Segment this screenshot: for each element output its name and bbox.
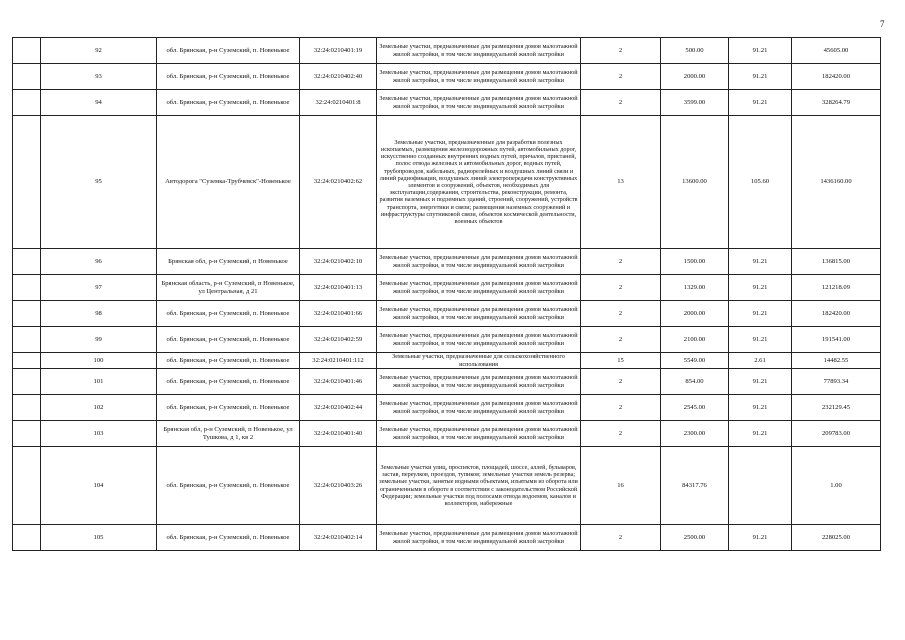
- table-row: [13, 38, 881, 64]
- address-cell: обл. Брянская, р-н Суземский, п. Новенькое: [157, 64, 300, 90]
- land-use-cell: Земельные участки улиц, проспектов, площадей, шоссе, аллей, бульваров, застав, переулков, проездов, тупиков; земельные участки земель резерва; земельные участки, занятые водными объектами, изъятыми из оборота или ограниченными в обороте в соответствии с законодательством Российской Федерации; земельные участки под полосами отвода водоемов, каналов и коллекторов, набережные: [377, 447, 581, 525]
- land-use-cell: Земельные участки, предназначенные для размещения домов малоэтажной жилой застройки, в том числе индивидуальной жилой застройки: [377, 249, 581, 275]
- cadastral-value-cell: 191541.00: [792, 327, 881, 353]
- row-number-cell: 97: [41, 275, 157, 301]
- zone-number-cell: 2: [581, 525, 661, 551]
- row-number-cell: 105: [41, 525, 157, 551]
- table-row: [13, 421, 881, 447]
- land-use-cell: Земельные участки, предназначенные для размещения домов малоэтажной жилой застройки, в том числе индивидуальной жилой застройки: [377, 421, 581, 447]
- cadastral-value-cell: 1436160.00: [792, 116, 881, 249]
- cadastral-value-cell: 182420.00: [792, 301, 881, 327]
- table-row: [13, 116, 881, 249]
- cadastral-value-cell: 328264.79: [792, 90, 881, 116]
- row-number-cell: 95: [41, 116, 157, 249]
- rate-cell: 105.60: [729, 116, 792, 249]
- blank-cell: [13, 525, 41, 551]
- rate-cell: 91.21: [729, 525, 792, 551]
- land-use-cell: Земельные участки, предназначенные для размещения домов малоэтажной жилой застройки, в том числе индивидуальной жилой застройки: [377, 327, 581, 353]
- blank-cell: [13, 327, 41, 353]
- cadastral-value-cell: 209783.00: [792, 421, 881, 447]
- rate-cell: 91.21: [729, 275, 792, 301]
- area-cell: 13600.00: [661, 116, 729, 249]
- zone-number-cell: 2: [581, 275, 661, 301]
- rate-cell: 91.21: [729, 421, 792, 447]
- rate-cell: 91.21: [729, 90, 792, 116]
- area-cell: 1329.00: [661, 275, 729, 301]
- address-cell: обл. Брянская, р-н Суземский, п. Новенькое: [157, 353, 300, 369]
- cadastral-number-cell: 32:24:0210401:46: [300, 369, 377, 395]
- address-cell: Брянская обл, р-н Суземский, п Новенькое, ул Тушкова, д 1, кв 2: [157, 421, 300, 447]
- address-cell: обл. Брянская, р-н Суземский, п. Новенькое: [157, 395, 300, 421]
- zone-number-cell: 2: [581, 90, 661, 116]
- area-cell: 1500.00: [661, 249, 729, 275]
- address-cell: обл. Брянская, р-н Суземский, п. Новенькое: [157, 447, 300, 525]
- zone-number-cell: 2: [581, 301, 661, 327]
- address-cell: Автодорога "Суземка-Трубчевск"-Новенькое: [157, 116, 300, 249]
- cadastral-number-cell: 32:24:0210401:13: [300, 275, 377, 301]
- zone-number-cell: 15: [581, 353, 661, 369]
- row-number-cell: 104: [41, 447, 157, 525]
- cadastral-number-cell: 32:24:0210402:62: [300, 116, 377, 249]
- land-use-cell: Земельные участки, предназначенные для сельскохозяйственного использования: [377, 353, 581, 369]
- blank-cell: [13, 369, 41, 395]
- cadastral-value-cell: 14482.55: [792, 353, 881, 369]
- table-row: [13, 369, 881, 395]
- table-row: [13, 525, 881, 551]
- land-use-cell: Земельные участки, предназначенные для размещения домов малоэтажной жилой застройки, в том числе индивидуальной жилой застройки: [377, 301, 581, 327]
- blank-cell: [13, 301, 41, 327]
- cadastral-value-cell: 228025.00: [792, 525, 881, 551]
- blank-cell: [13, 90, 41, 116]
- row-number-cell: 99: [41, 327, 157, 353]
- cadastral-value-cell: 45605.00: [792, 38, 881, 64]
- row-number-cell: 98: [41, 301, 157, 327]
- row-number-cell: 94: [41, 90, 157, 116]
- row-number-cell: 92: [41, 38, 157, 64]
- table-row: [13, 353, 881, 369]
- land-use-cell: Земельные участки, предназначенные для размещения домов малоэтажной жилой застройки, в том числе индивидуальной жилой застройки: [377, 38, 581, 64]
- blank-cell: [13, 421, 41, 447]
- table-row: [13, 249, 881, 275]
- address-cell: обл. Брянская, р-н Суземский, п. Новенькое: [157, 90, 300, 116]
- table-row: [13, 447, 881, 525]
- blank-cell: [13, 395, 41, 421]
- rate-cell: [729, 447, 792, 525]
- area-cell: 5549.00: [661, 353, 729, 369]
- row-number-cell: 96: [41, 249, 157, 275]
- cadastral-value-cell: 77893.34: [792, 369, 881, 395]
- address-cell: обл. Брянская, р-н Суземский, п. Новенькое: [157, 327, 300, 353]
- zone-number-cell: 2: [581, 249, 661, 275]
- blank-cell: [13, 38, 41, 64]
- table-row: [13, 64, 881, 90]
- cadastral-number-cell: 32:24:0210402:14: [300, 525, 377, 551]
- rate-cell: 91.21: [729, 327, 792, 353]
- cadastral-value-cell: 232129.45: [792, 395, 881, 421]
- area-cell: 500.00: [661, 38, 729, 64]
- blank-cell: [13, 447, 41, 525]
- cadastral-number-cell: 32:24:0210401:112: [300, 353, 377, 369]
- cadastral-number-cell: 32:24:0210402:10: [300, 249, 377, 275]
- zone-number-cell: 16: [581, 447, 661, 525]
- land-use-cell: Земельные участки, предназначенные для размещения домов малоэтажной жилой застройки, в том числе индивидуальной жилой застройки: [377, 90, 581, 116]
- land-use-cell: Земельные участки, предназначенные для размещения домов малоэтажной жилой застройки, в том числе индивидуальной жилой застройки: [377, 525, 581, 551]
- address-cell: обл. Брянская, р-н Суземский, п. Новенькое: [157, 369, 300, 395]
- blank-cell: [13, 116, 41, 249]
- land-use-cell: Земельные участки, предназначенные для размещения домов малоэтажной жилой застройки, в том числе индивидуальной жилой застройки: [377, 395, 581, 421]
- row-number-cell: 93: [41, 64, 157, 90]
- rate-cell: 91.21: [729, 249, 792, 275]
- blank-cell: [13, 353, 41, 369]
- cadastral-number-cell: 32:24:0210402:40: [300, 64, 377, 90]
- area-cell: 2100.00: [661, 327, 729, 353]
- cadastral-number-cell: 32:24:0210402:59: [300, 327, 377, 353]
- cadastral-value-cell: 1.00: [792, 447, 881, 525]
- land-use-cell: Земельные участки, предназначенные для размещения домов малоэтажной жилой застройки, в том числе индивидуальной жилой застройки: [377, 64, 581, 90]
- table-row: [13, 301, 881, 327]
- zone-number-cell: 2: [581, 421, 661, 447]
- area-cell: 2545.00: [661, 395, 729, 421]
- area-cell: 2000.00: [661, 64, 729, 90]
- area-cell: 84317.76: [661, 447, 729, 525]
- area-cell: 854.00: [661, 369, 729, 395]
- address-cell: Брянская обл, р-н Суземский, п Новенькое: [157, 249, 300, 275]
- address-cell: Брянская область, р-н Суземский, п Новенькое, ул Центральная, д 21: [157, 275, 300, 301]
- row-number-cell: 101: [41, 369, 157, 395]
- rate-cell: 91.21: [729, 38, 792, 64]
- table-row: [13, 90, 881, 116]
- address-cell: обл. Брянская, р-н Суземский, п. Новенькое: [157, 525, 300, 551]
- cadastral-value-cell: 136815.00: [792, 249, 881, 275]
- area-cell: 2500.00: [661, 525, 729, 551]
- zone-number-cell: 2: [581, 327, 661, 353]
- rate-cell: 91.21: [729, 301, 792, 327]
- cadastral-number-cell: 32:24:0210402:44: [300, 395, 377, 421]
- area-cell: 3599.00: [661, 90, 729, 116]
- row-number-cell: 103: [41, 421, 157, 447]
- rate-cell: 2.61: [729, 353, 792, 369]
- zone-number-cell: 13: [581, 116, 661, 249]
- cadastral-number-cell: 32:24:0210401:8: [300, 90, 377, 116]
- rate-cell: 91.21: [729, 369, 792, 395]
- cadastral-value-cell: 182420.00: [792, 64, 881, 90]
- zone-number-cell: 2: [581, 38, 661, 64]
- zone-number-cell: 2: [581, 369, 661, 395]
- page-number: 7: [880, 19, 885, 29]
- land-use-cell: Земельные участки, предназначенные для размещения домов малоэтажной жилой застройки, в том числе индивидуальной жилой застройки: [377, 369, 581, 395]
- address-cell: обл. Брянская, р-н Суземский, п. Новенькое: [157, 38, 300, 64]
- table-row: [13, 275, 881, 301]
- cadastral-number-cell: 32:24:0210403:26: [300, 447, 377, 525]
- cadastral-value-cell: 121218.09: [792, 275, 881, 301]
- zone-number-cell: 2: [581, 64, 661, 90]
- rate-cell: 91.21: [729, 64, 792, 90]
- cadastral-number-cell: 32:24:0210401:19: [300, 38, 377, 64]
- address-cell: обл. Брянская, р-н Суземский, п. Новенькое: [157, 301, 300, 327]
- area-cell: 2000.00: [661, 301, 729, 327]
- land-use-cell: Земельные участки, предназначенные для разработки полезных ископаемых, размещения железнодорожных путей, автомобильных дорог, искусственно созданных внутренних водных путей, причалов, пристаней, полос отвода железных и автомобильных дорог, водных путей, трубопроводов, кабельных, радиорелейных и воздушных линий связи и линий радиофикации, воздушных линий электропередачи конструктивных элементов и сооружений, объектов, необходимых для эксплуатации,содержания, строительства, реконструкции, ремонта, развития наземных и подземных зданий, строений, сооружений, устройств транспорта, энергетики и связи; размещения наземных сооружений и инфраструктуры спутниковой связи, объектов космической деятельности, военных объектов: [377, 116, 581, 249]
- land-registry-table: [12, 37, 881, 551]
- cadastral-number-cell: 32:24:0210401:66: [300, 301, 377, 327]
- cadastral-number-cell: 32:24:0210401:40: [300, 421, 377, 447]
- row-number-cell: 102: [41, 395, 157, 421]
- row-number-cell: 100: [41, 353, 157, 369]
- blank-cell: [13, 249, 41, 275]
- zone-number-cell: 2: [581, 395, 661, 421]
- area-cell: 2300.00: [661, 421, 729, 447]
- blank-cell: [13, 64, 41, 90]
- land-use-cell: Земельные участки, предназначенные для размещения домов малоэтажной жилой застройки, в том числе индивидуальной жилой застройки: [377, 275, 581, 301]
- rate-cell: 91.21: [729, 395, 792, 421]
- table-row: [13, 395, 881, 421]
- blank-cell: [13, 275, 41, 301]
- table-row: [13, 327, 881, 353]
